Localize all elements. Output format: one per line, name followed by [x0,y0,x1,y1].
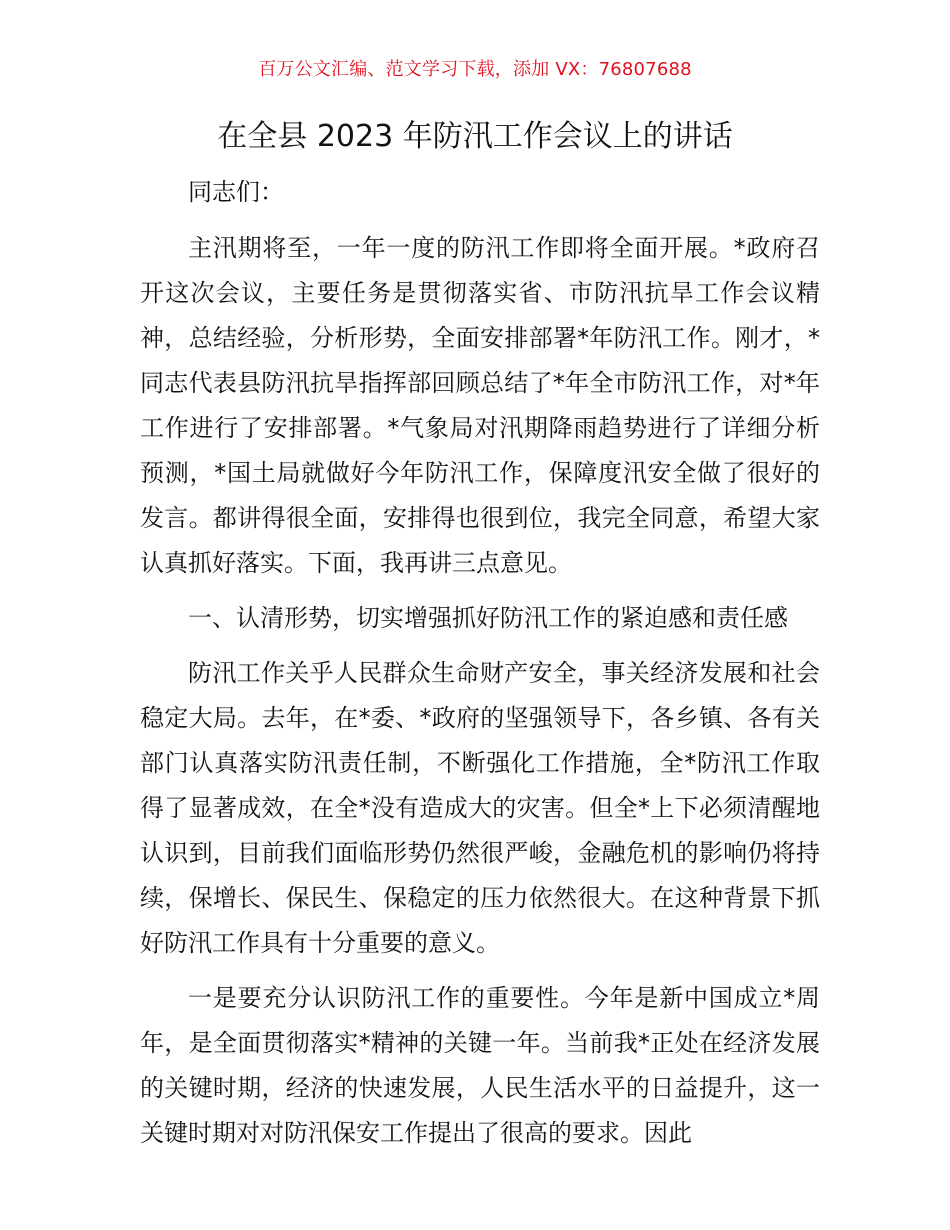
document-body [140,226,820,1166]
greeting: 同志们： [188,178,284,206]
paragraph-situation: 防汛工作关乎人民群众生命财产安全，事关经济发展和社会稳定大局。去年，在*委、*政府的坚强领导下，各乡镇、各有关部门认真落实防汛责任制，不断强化工作措施，全*防汛工作取得了显著成效，在全*没有造成大的灾害。但全*上下必须清醒地认识到，目前我们面临形势仍然很严峻，金融危机的影响仍将持续，保增长、保民生、保稳定的压力依然很大。在这种背景下抓好防汛工作具有十分重要的意义。 [140,659,820,957]
section-heading-1: 一、认清形势，切实增强抓好防汛工作的紧迫感和责任感 [188,604,788,632]
watermark-banner: 百万公文汇编、范文学习下载，添加 VX：76807688 [258,59,692,80]
paragraph-intro: 主汛期将至，一年一度的防汛工作即将全面开展。*政府召开这次会议，主要任务是贯彻落实省、市防汛抗旱工作会议精神，总结经验，分析形势，全面安排部署*年防汛工作。刚才，*同志代表县防汛抗旱指挥部回顾总结了*年全市防汛工作，对*年工作进行了安排部署。*气象局对汛期降雨趋势进行了详细分析预测，*国土局就做好今年防汛工作，保障度汛安全做了很好的发言。都讲得很全面，安排得也很到位，我完全同意，希望大家认真抓好落实。下面，我再讲三点意见。 [140,234,820,577]
paragraph-importance: 一是要充分认识防汛工作的重要性。今年是新中国成立*周年，是全面贯彻落实*精神的关键一年。当前我*正处在经济发展的关键时期，经济的快速发展，人民生活水平的日益提升，这一关键时期对对防汛保安工作提出了很高的要求。因此 [140,984,820,1147]
document-title: 在全县 2023 年防汛工作会议上的讲话 [217,119,733,154]
